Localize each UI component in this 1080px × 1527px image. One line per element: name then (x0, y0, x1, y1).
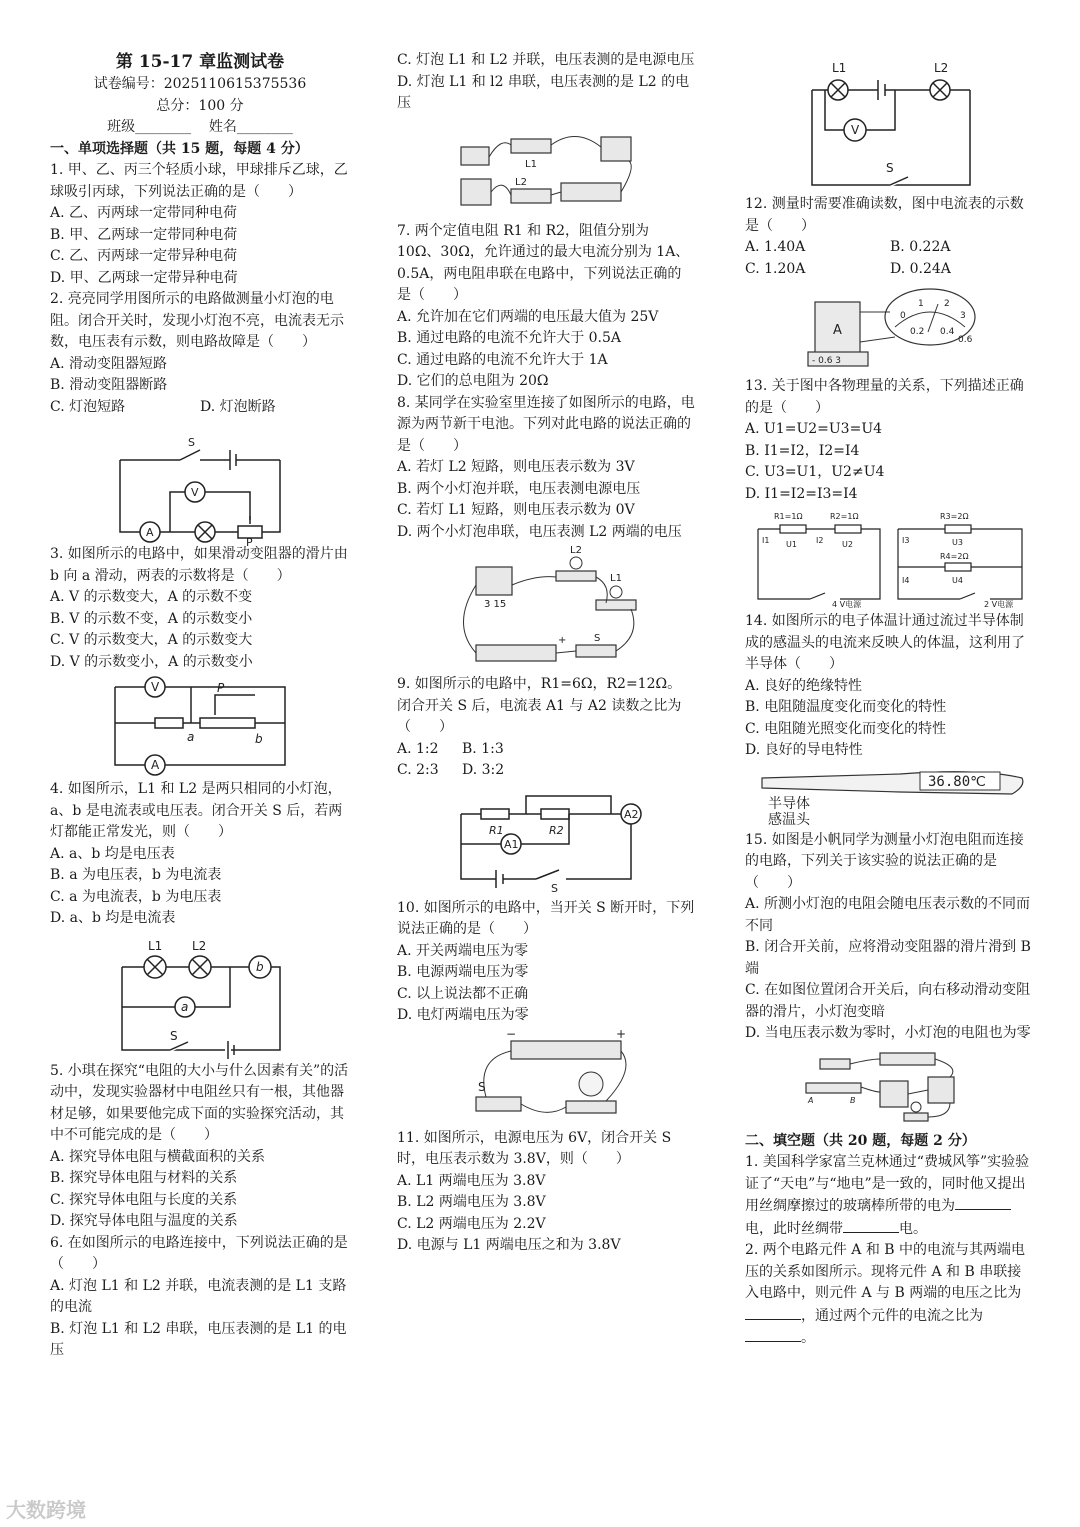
question-stem: 11. 如图所示，电源电压为 6V，闭合开关 S 时，电压表示数为 3.8V，则（ ） (397, 1129, 672, 1167)
option-a[interactable]: A. 允许加在它们两端的电压最大值为 25V (397, 308, 659, 325)
upper-scale-0: 0 (900, 311, 906, 321)
upper-scale-3: 3 (960, 311, 966, 321)
question-stem: 2. 亮亮同学用图所示的电路做测量小灯泡的电阻。闭合开关时，发现小灯泡不亮，电流表无示数，电压表有示数，则电路故障是（ ） (50, 291, 344, 350)
thermometer-figure-q14 (750, 764, 1030, 826)
question-12 (745, 194, 1035, 372)
option-d[interactable]: D. 探究导体电阻与温度的关系 (50, 1213, 238, 1229)
option-d[interactable]: D. 它们的总电阻为 20Ω (397, 373, 549, 389)
question-6-continued (397, 50, 695, 217)
u3-label: U3 (952, 538, 963, 547)
ammeter-a1-label: A1 (504, 837, 519, 851)
student-info (50, 117, 350, 139)
source-2v: 2 V电源 (984, 600, 1014, 609)
question-stem: 13. 关于图中各物理量的关系，下列描述正确的是（ ） (745, 378, 1024, 416)
option-c[interactable]: C. 1.20A (745, 260, 806, 277)
column-2 (397, 50, 695, 1257)
switch-label: S (478, 1079, 486, 1094)
fill-1-text-3: 电。 (899, 1220, 927, 1237)
option-c[interactable]: C. V 的示数变大，A 的示数变大 (50, 632, 253, 648)
option-d[interactable]: D. 当电压表示数为零时，小灯泡的电阻也为零 (745, 1025, 1031, 1041)
r4-label: R4=2Ω (940, 552, 969, 561)
option-a[interactable]: A. V 的示数变大，A 的示数不变 (50, 589, 253, 605)
upper-scale-1: 1 (918, 299, 924, 309)
lamp-l1-label: L1 (832, 61, 847, 75)
fill-2-blank-2[interactable] (745, 1327, 801, 1342)
sensor-label-1: 半导体 (768, 795, 810, 812)
option-b[interactable]: B. 闭合开关前，应将滑动变阻器的滑片滑到 B 端 (745, 939, 1031, 977)
option-d[interactable]: D. 甲、乙两球一定带异种电荷 (50, 269, 238, 286)
question-stem: 1. 甲、乙、丙三个轻质小球，甲球排斥乙球，乙球吸引丙球，下列说法正确的是（ ） (50, 162, 348, 200)
option-d[interactable]: D. a、b 均是电流表 (50, 910, 176, 926)
switch-label: S (170, 1028, 178, 1043)
option-b[interactable]: B. 甲、乙两球一定带同种电荷 (50, 226, 238, 243)
question-stem: 7. 两个定值电阻 R1 和 R2，阻值分别为 10Ω、30Ω，允许通过的最大电流分别为 1A、0.5A，两电阻串联在电路中，下列说法正确的是（ ） (397, 222, 690, 303)
ammeter-label: A (151, 758, 160, 772)
question-stem: 3. 如图所示的电路中，如果滑动变阻器的滑片由 b 向 a 滑动，两表的示数将是（ ） (50, 546, 348, 584)
voltmeter-scale: 3 15 (484, 599, 507, 610)
option-c[interactable]: C. U3=U1，U2≠U4 (745, 464, 885, 480)
option-a[interactable]: A. a、b 均是电压表 (50, 845, 175, 862)
option-c[interactable]: C. 通过电路的电流不允许大于 1A (397, 351, 608, 368)
option-c[interactable]: C. L2 两端电压为 2.2V (397, 1215, 546, 1232)
options-a-b (397, 739, 527, 761)
lamp-l2-label: L2 (934, 61, 949, 75)
switch-label: S (188, 436, 195, 449)
question-stem: 9. 如图所示的电路中，R1=6Ω，R2=12Ω。闭合开关 S 后，电流表 A1 与 A2 读数之比为（ ） (397, 676, 682, 735)
apparatus-figure-q10 (456, 1026, 636, 1124)
option-b[interactable]: B. 0.22A (890, 239, 951, 255)
option-a[interactable]: A. 良好的绝缘特性 (745, 677, 863, 694)
fill-1-text-1: 1. 美国科学家富兰克林通过“费城风筝”实验验证了“天电”与“地电”是一致的，同时他又提出用丝绸摩擦过的玻璃棒所带的电为 (745, 1154, 1030, 1214)
option-d[interactable]: D. V 的示数变小，A 的示数变小 (50, 653, 253, 670)
voltmeter-label: V (851, 123, 860, 137)
sensor-label-2: 感温头 (768, 811, 810, 828)
slider-label: P (246, 536, 253, 549)
voltmeter-label: V (191, 486, 199, 499)
question-6 (50, 1233, 350, 1362)
option-a[interactable]: A. L1 两端电压为 3.8V (397, 1172, 546, 1189)
option-a[interactable]: A. 所测小灯泡的电阻会随电压表示数的不同而不同 (745, 896, 1031, 934)
option-d[interactable]: D. 电灯两端电压为零 (397, 1007, 529, 1023)
option-a[interactable]: A. 探究导体电阻与横截面积的关系 (50, 1148, 266, 1165)
option-b[interactable]: B. L2 两端电压为 3.8V (397, 1194, 546, 1210)
point-a: a (187, 730, 195, 744)
question-9 (397, 674, 695, 894)
paper-number: 试卷编号：2025110615375536 (93, 76, 307, 92)
option-c[interactable]: C. a 为电流表，b 为电压表 (50, 888, 222, 905)
lamp-l2-label: L2 (192, 938, 207, 953)
question-5 (50, 1061, 350, 1233)
option-a[interactable]: A. 开关两端电压为零 (397, 942, 529, 959)
option-b[interactable]: B. I1=I2，I2=I4 (745, 442, 860, 459)
r1-label: R1=1Ω (774, 512, 803, 521)
source-4v: 4 V电源 (832, 600, 862, 609)
fill-2-text-2: ，通过两个元件的电流之比为 (801, 1307, 983, 1324)
option-c[interactable]: C. 乙、丙两球一定带异种电荷 (50, 248, 238, 264)
apparatus-figure-q6 (451, 117, 641, 217)
thermometer-reading: 36.80℃ (928, 773, 986, 790)
question-stem: 5. 小琪在探究“电阻的大小与什么因素有关”的活动中，发现实验器材中电阻丝只有一根，其他器材足够，如果要他完成下面的实验探究活动，其中不可能完成的是（ ） (50, 1062, 349, 1143)
upper-scale-2: 2 (944, 299, 950, 309)
meter-symbol: A (833, 323, 842, 338)
question-stem: 4. 如图所示，L1 和 L2 是两只相同的小灯泡，a、b 是电流表或电压表。闭合开关 S 后，若两灯都能正常发光，则（ ） (50, 781, 343, 840)
i4-label: I4 (902, 576, 910, 585)
option-a[interactable]: A. 1.40A (745, 239, 806, 255)
question-stem: 8. 某同学在实验室里连接了如图所示的电路，电源为两节新干电池。下列对此电路的说法正确的是（ ） (397, 394, 695, 454)
terminal-labels: - 0.6 3 (812, 356, 842, 366)
option-b[interactable]: B. 探究导体电阻与材料的关系 (50, 1170, 238, 1186)
option-c[interactable]: C. 若灯 L1 短路，则电压表示数为 0V (397, 502, 635, 518)
options-a-b (745, 237, 1035, 259)
option-c[interactable]: C. 在如图位置闭合开关后，向右移动滑动变阻器的滑片，小灯泡变暗 (745, 982, 1031, 1020)
watermark-logo: 大数跨境 (6, 1497, 86, 1522)
ammeter-figure-q12 (800, 282, 980, 372)
rheostat-end-b: B (850, 1095, 856, 1105)
option-c[interactable]: C. 灯泡短路 (50, 398, 126, 415)
column-1 (50, 50, 350, 1362)
option-a[interactable]: A. 滑动变阻器短路 (50, 355, 168, 372)
circuit-diagram-q11 (800, 50, 980, 190)
meter-b-label: b (256, 959, 264, 974)
question-2 (50, 289, 350, 549)
question-4 (50, 779, 350, 1057)
battery-plus: + (616, 1026, 627, 1041)
slider-label: P (217, 681, 225, 695)
lamp-l2-label: L2 (515, 176, 527, 188)
section-2-title: 二、填空题（共 20 题，每题 2 分） (745, 1132, 976, 1149)
i1-label: I1 (762, 536, 770, 545)
question-stem: 12. 测量时需要准确读数，图中电流表的示数是（ ） (745, 196, 1024, 234)
question-11 (397, 1128, 695, 1257)
question-14 (745, 611, 1035, 826)
fill-1-blank-2[interactable] (843, 1218, 899, 1233)
fill-2-blank-1[interactable] (745, 1305, 801, 1320)
option-d[interactable]: D. 两个小灯泡串联，电压表测 L2 两端的电压 (397, 523, 682, 540)
fill-2-text-3: 。 (801, 1330, 815, 1346)
resistor-r1-label: R1 (489, 823, 504, 837)
option-d[interactable]: D. 良好的导电特性 (745, 742, 863, 758)
option-a[interactable]: A. 灯泡 L1 和 L2 并联，电流表测的是 L1 支路的电流 (50, 1277, 347, 1315)
lower-scale-04: 0.4 (940, 327, 955, 337)
fill-question-2 (745, 1240, 1035, 1350)
i2-label: I2 (816, 536, 824, 545)
option-d[interactable]: D. I1=I2=I3=I4 (745, 485, 858, 502)
question-3 (50, 544, 350, 775)
option-b[interactable]: B. 两个小灯泡并联，电压表测电源电压 (397, 480, 641, 497)
option-b[interactable]: B. V 的示数不变，A 的示数变小 (50, 610, 253, 627)
column-3 (745, 50, 1035, 1350)
lower-scale-06: 0.6 (958, 335, 973, 345)
fill-question-1 (745, 1152, 1035, 1240)
option-b[interactable]: B. 滑动变阻器断路 (50, 377, 168, 393)
battery-plus: + (558, 635, 567, 646)
u4-label: U4 (952, 576, 963, 585)
r3-label: R3=2Ω (940, 512, 969, 521)
options-c-d (745, 259, 1035, 281)
option-c[interactable]: C. 灯泡 L1 和 L2 并联，电压表测的是电源电压 (397, 52, 695, 68)
battery-minus: − (506, 1026, 517, 1041)
class-field[interactable]: 班级________ (107, 119, 192, 135)
option-b[interactable]: B. 电阻随温度变化而变化的特性 (745, 699, 947, 715)
option-c[interactable]: C. 电阻随光照变化而变化的特性 (745, 720, 947, 737)
switch-label: S (886, 161, 894, 175)
question-13 (745, 376, 1035, 607)
ammeter-label: A (146, 526, 154, 539)
question-15 (745, 830, 1035, 1127)
fill-1-text-2: 电，此时丝绸带 (745, 1220, 843, 1237)
ammeter-a2-label: A2 (624, 807, 639, 821)
question-stem: 15. 如图是小帆同学为测量小灯泡电阻而连接的电路，下列关于该实验的说法正确的是（ ） (745, 831, 1024, 891)
u1-label: U1 (786, 540, 797, 549)
question-7 (397, 221, 695, 393)
i3-label: I3 (902, 536, 910, 545)
total-score: 总分：100 分 (156, 97, 244, 114)
options-c-d (397, 760, 527, 782)
voltmeter-label: V (151, 680, 160, 694)
option-d[interactable]: D. 电源与 L1 两端电压之和为 3.8V (397, 1237, 621, 1253)
option-b[interactable]: B. 灯泡 L1 和 L2 串联，电压表测的是 L1 的电压 (50, 1320, 347, 1358)
option-a[interactable]: A. 若灯 L2 短路，则电压表示数为 3V (397, 459, 635, 475)
lamp-l1-label: L1 (148, 938, 163, 953)
circuit-diagram-q2 (110, 420, 290, 549)
option-c[interactable]: C. 探究导体电阻与长度的关系 (50, 1191, 238, 1208)
option-b[interactable]: B. 1:3 (462, 740, 504, 757)
option-b[interactable]: B. 通过电路的电流不允许大于 0.5A (397, 330, 622, 346)
resistor-r2-label: R2 (549, 823, 564, 837)
options-c-d (50, 397, 350, 419)
meter-a-label: a (181, 999, 189, 1014)
circuit-diagram-q3 (105, 675, 295, 775)
apparatus-figure-q8 (446, 545, 646, 670)
name-field[interactable]: 姓名________ (208, 119, 293, 135)
question-1 (50, 160, 350, 289)
circuit-diagram-q13 (750, 507, 1030, 607)
switch-label: S (594, 633, 601, 644)
page-title: 第 15-17 章监测试卷 (115, 52, 285, 72)
lamp-l2-label: L2 (570, 545, 582, 556)
option-a[interactable]: A. U1=U2=U3=U4 (745, 421, 883, 437)
switch-label: S (551, 881, 558, 895)
r2-label: R2=1Ω (830, 512, 859, 521)
point-b: b (255, 732, 263, 746)
option-d[interactable]: D. 3:2 (462, 762, 505, 778)
question-stem: 10. 如图所示的电路中，当开关 S 断开时，下列说法正确的是（ ） (397, 899, 695, 937)
u2-label: U2 (842, 540, 853, 549)
option-b[interactable]: B. a 为电压表，b 为电流表 (50, 867, 222, 883)
option-d[interactable]: D. 灯泡 L1 和 l2 串联，电压表测的是 L2 的电压 (397, 73, 690, 111)
option-c[interactable]: C. 以上说法都不正确 (397, 985, 529, 1002)
fill-1-blank-1[interactable] (955, 1195, 1011, 1210)
circuit-diagram-q4 (110, 932, 290, 1057)
fill-2-text-1: 2. 两个电路元件 A 和 B 中的电流与其两端电压的关系如图所示。现将元件 A 和 B 串联接入电路中，则元件 A 与 B 两端的电压之比为 (745, 1242, 1026, 1301)
option-d[interactable]: D. 0.24A (890, 260, 951, 277)
question-stem: 6. 在如图所示的电路连接中，下列说法正确的是（ ） (50, 1234, 348, 1272)
lamp-l1-label: L1 (610, 573, 622, 584)
option-d[interactable]: D. 灯泡断路 (200, 398, 276, 415)
apparatus-figure-q15 (800, 1047, 980, 1127)
section-1-title: 一、单项选择题（共 15 题，每题 4 分） (50, 140, 309, 157)
rheostat-end-a: A (808, 1095, 814, 1105)
circuit-diagram-q9 (451, 784, 641, 894)
option-b[interactable]: B. 电源两端电压为零 (397, 964, 529, 980)
question-stem: 14. 如图所示的电子体温计通过流过半导体制成的感温头的电流来反映人的体温，这利用了半导体（ ） (745, 613, 1025, 672)
option-a[interactable]: A. 1:2 (397, 740, 439, 757)
option-a[interactable]: A. 乙、丙两球一定带同种电荷 (50, 205, 238, 221)
question-10 (397, 898, 695, 1124)
lamp-l1-label: L1 (525, 158, 537, 170)
lower-scale-02: 0.2 (910, 327, 925, 337)
option-c[interactable]: C. 2:3 (397, 762, 439, 778)
question-8 (397, 393, 695, 671)
